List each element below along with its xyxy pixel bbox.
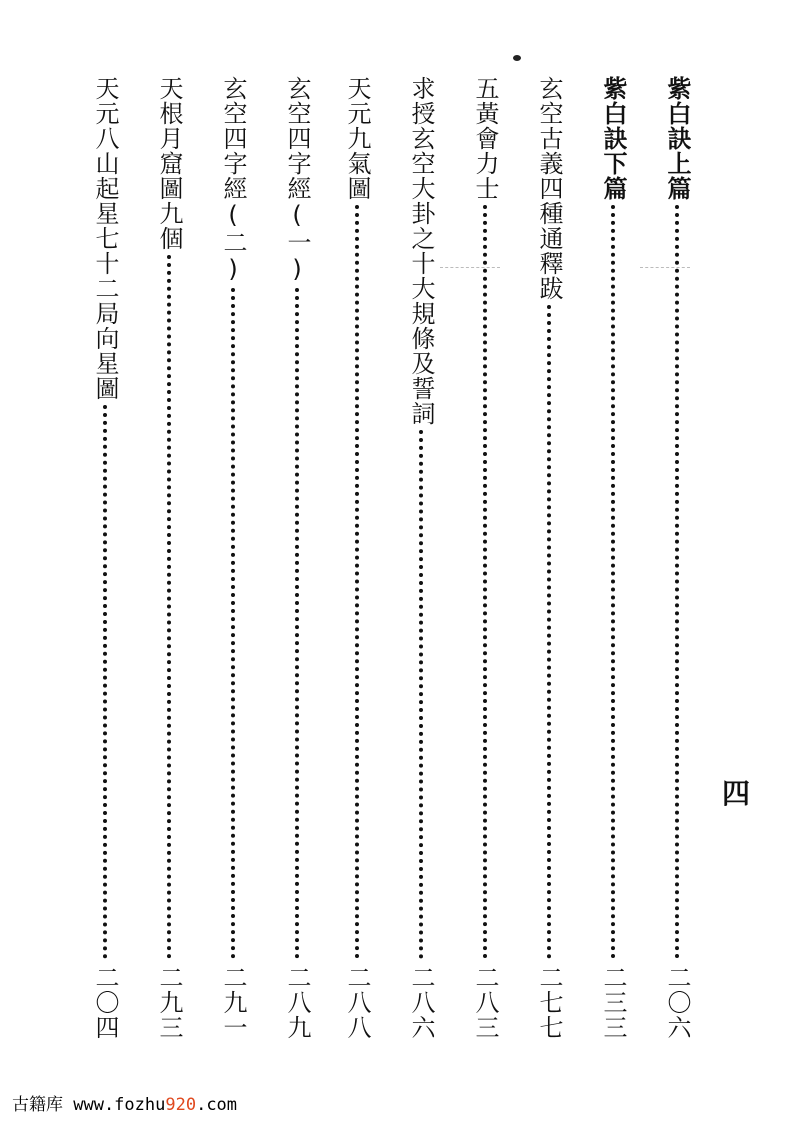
dot-leader [231, 288, 239, 959]
toc-entry[interactable] [280, 76, 314, 1040]
dot-leader [611, 205, 619, 959]
toc-entry[interactable] [596, 76, 630, 1040]
toc-page-number: 二八八 [343, 965, 371, 1040]
toc-entry[interactable] [152, 76, 186, 1040]
toc-entry[interactable] [340, 76, 374, 1040]
toc-entry[interactable] [88, 76, 122, 1040]
dot-leader [419, 430, 427, 959]
toc-page-number: 二〇四 [91, 965, 119, 1040]
toc-entry[interactable] [532, 76, 566, 1040]
toc-title: 天根月窟圖九個 [155, 76, 183, 251]
toc-title: 求授玄空大卦之十大規條及誓詞 [407, 76, 435, 426]
toc-entry[interactable] [216, 76, 250, 1040]
toc-page-number: 二〇六 [663, 965, 691, 1040]
toc-title: 玄空四字經(一) [283, 76, 311, 284]
site-watermark [12, 1090, 237, 1115]
toc-page-number: 二八三 [471, 965, 499, 1040]
toc-page-number: 二九三 [155, 965, 183, 1040]
toc-title: 玄空四字經(二) [219, 76, 247, 284]
page-number: 四 [722, 777, 751, 810]
toc-page-number: 二七七 [535, 965, 563, 1040]
dot-leader [547, 305, 555, 959]
ink-smudge [513, 55, 521, 61]
toc-entry[interactable] [660, 76, 694, 1040]
dot-leader [355, 205, 363, 959]
toc-title: 紫白訣下篇 [599, 76, 627, 201]
toc-title: 天元九氣圖 [343, 76, 371, 201]
toc-title: 玄空古義四種通釋跋 [535, 76, 563, 301]
toc-page-number: 二九一 [219, 965, 247, 1040]
toc-title: 紫白訣上篇 [663, 76, 691, 201]
toc-page-number: 二三三 [599, 965, 627, 1040]
toc-title: 五黃會力士 [471, 76, 499, 201]
watermark-prefix: 古籍库 www.fozhu [12, 1095, 166, 1115]
footer-bar [0, 1084, 793, 1122]
toc-page-number: 二八六 [407, 965, 435, 1040]
dot-leader [167, 255, 175, 959]
dot-leader [295, 288, 303, 959]
toc-title: 天元八山起星七十二局向星圖 [91, 76, 119, 401]
watermark-suffix: .com [196, 1095, 238, 1115]
dot-leader [103, 405, 111, 959]
watermark-accent: 920 [165, 1095, 197, 1115]
dot-leader [675, 205, 683, 959]
dot-leader [483, 205, 491, 959]
toc-entry[interactable] [468, 76, 502, 1040]
toc-page-number: 二八九 [283, 965, 311, 1040]
toc-entry[interactable] [404, 76, 438, 1040]
